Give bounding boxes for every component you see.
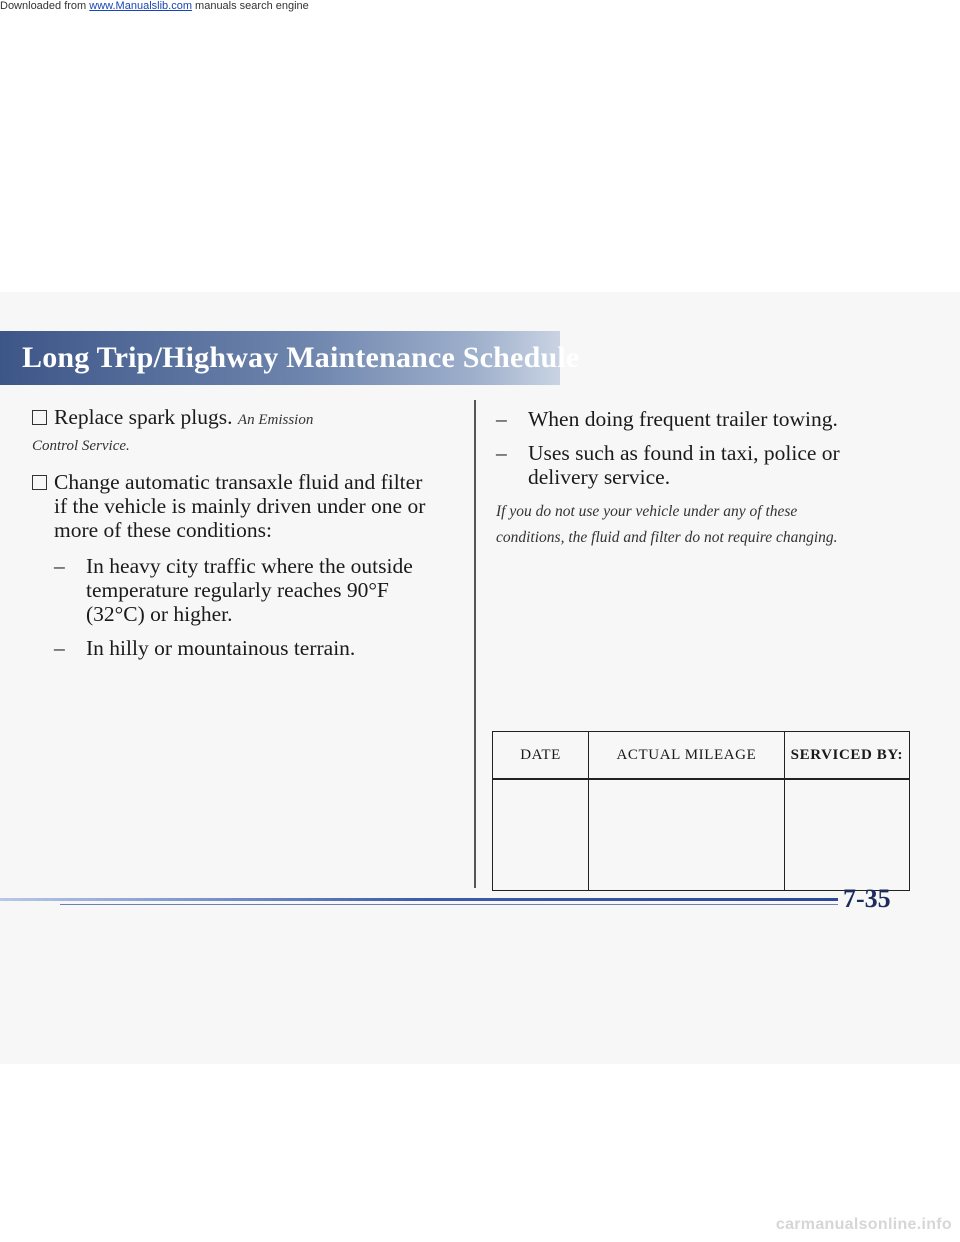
emission-note-cont: Control Service. bbox=[32, 438, 130, 454]
item-text: Replace spark plugs. bbox=[54, 405, 238, 429]
dash-bullet: – bbox=[54, 636, 65, 660]
emission-note: An Emission bbox=[237, 412, 314, 428]
service-record-table bbox=[492, 731, 910, 891]
condition-line: Uses such as found in taxi, police or bbox=[528, 441, 840, 465]
dash-bullet: – bbox=[54, 554, 65, 578]
note-line: conditions, the fluid and filter do not require changing. bbox=[496, 529, 838, 546]
checkbox-icon[interactable] bbox=[32, 410, 47, 425]
dash-bullet: – bbox=[496, 407, 507, 431]
page-number: 7-35 bbox=[843, 884, 891, 913]
condition-line: When doing frequent trailer towing. bbox=[528, 407, 838, 431]
table-row bbox=[493, 779, 909, 890]
serviced-by-cell[interactable] bbox=[784, 779, 909, 890]
date-cell[interactable] bbox=[493, 779, 589, 890]
item-line: if the vehicle is mainly driven under one or bbox=[54, 494, 426, 518]
condition-line: (32°C) or higher. bbox=[86, 602, 233, 626]
manualslib-link[interactable]: www.Manualslib.com bbox=[89, 0, 192, 12]
checklist-item-transaxle-fluid bbox=[32, 470, 452, 542]
item-line: Change automatic transaxle fluid and filter bbox=[54, 470, 423, 494]
condition-line: In heavy city traffic where the outside bbox=[86, 554, 413, 578]
footer-rule bbox=[0, 898, 838, 901]
right-column bbox=[496, 405, 936, 551]
condition-city-traffic bbox=[54, 554, 452, 626]
condition-line: delivery service. bbox=[528, 465, 671, 489]
condition-line: temperature regularly reaches 90°F bbox=[86, 578, 389, 602]
table-header-row bbox=[493, 732, 909, 779]
note-line: If you do not use your vehicle under any of these bbox=[496, 503, 798, 520]
site-watermark: carmanualsonline.info bbox=[775, 1216, 952, 1233]
section-title: Long Trip/Highway Maintenance Schedule bbox=[22, 341, 580, 374]
column-divider bbox=[474, 400, 476, 888]
condition-hilly-terrain bbox=[54, 636, 452, 660]
watermark-suffix: manuals search engine bbox=[191, 0, 309, 12]
condition-taxi-police bbox=[496, 441, 936, 489]
serviced-by-header: SERVICED BY: bbox=[784, 732, 909, 779]
checklist-item-spark-plugs bbox=[32, 405, 452, 458]
item-line: more of these conditions: bbox=[54, 518, 272, 542]
download-watermark bbox=[0, 0, 309, 12]
checkbox-icon[interactable] bbox=[32, 475, 47, 490]
watermark-prefix: Downloaded from bbox=[0, 0, 90, 12]
footer-rule-thin bbox=[60, 904, 838, 905]
condition-trailer-towing bbox=[496, 407, 936, 431]
date-header: DATE bbox=[493, 732, 589, 779]
fluid-note bbox=[496, 499, 936, 551]
condition-line: In hilly or mountainous terrain. bbox=[86, 636, 356, 660]
dash-bullet: – bbox=[496, 441, 507, 465]
left-column bbox=[32, 405, 452, 667]
section-header-banner bbox=[0, 331, 580, 385]
mileage-header: ACTUAL MILEAGE bbox=[589, 732, 785, 779]
mileage-cell[interactable] bbox=[589, 779, 785, 890]
